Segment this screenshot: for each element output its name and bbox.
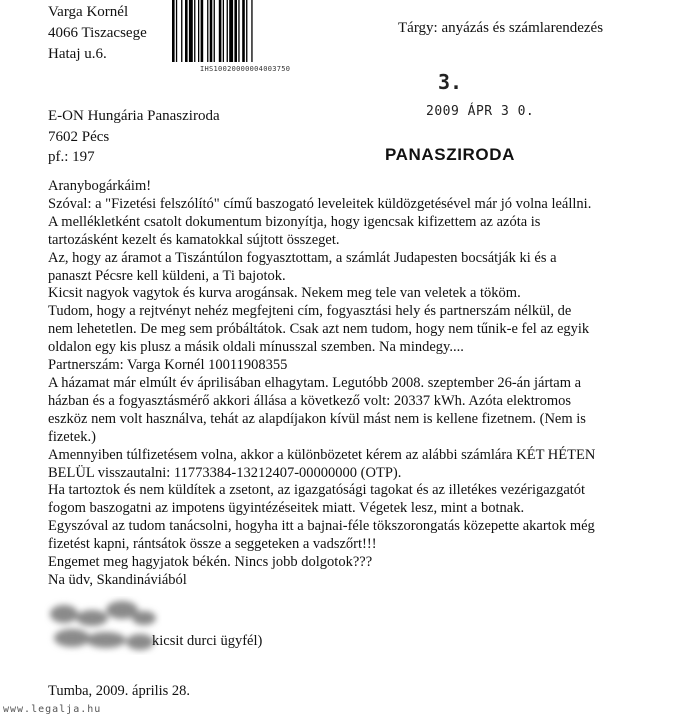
signature-caption: kicsit durci ügyfél) — [152, 633, 263, 649]
barcode-number: IHS10020000004003750 — [200, 65, 291, 73]
body-line: Na üdv, Skandináviából — [48, 571, 187, 588]
body-line: nem lehetetlen. De meg sem próbáltátok. Csak azt nem tudom, hogy nem tűnik-e fel az egyik — [48, 321, 590, 338]
sender-address — [48, 2, 147, 65]
department-stamp: PANASZIRODA — [385, 145, 516, 164]
body-line: Tudom, hogy a rejtvényt nehéz megfejteni cím, fogyasztási hely és partnerszám nélkül, de — [48, 303, 572, 320]
body-line: eszköz nem volt használva, tehát az alapdíjakon kívül mást nem is kellene fizetnem. (Nem is — [48, 410, 586, 427]
body-line: tartozásként kezelt és kamatokkal sújtott összeget. — [48, 231, 340, 248]
body-line: A mellékletként csatolt dokumentum bizonyítja, hogy igencsak kifizettem az azóta is — [48, 213, 541, 230]
body-line: házban és a fogyasztásmérő akkori állása a következő volt: 20337 kWh. Azóta elektromos — [48, 392, 572, 409]
letter-body — [48, 178, 628, 590]
recipient-city: 7602 Pécs — [48, 128, 110, 145]
body-line: Szóval: a "Fizetési felszólító" című baszogató leveleitek küldözgetésével már jó volna leállni. — [48, 195, 592, 212]
body-line: panaszt Pécsre kell küldeni, a Ti bajotok. — [48, 267, 286, 284]
body-line: Partnerszám: Varga Kornél 10011908355 — [48, 357, 288, 374]
sender-address-line-2: Hataj u.6. — [48, 46, 107, 62]
body-line: Amennyiben túlfizetésem volna, akkor a különbözetet kérem az alábbi számlára KÉT HÉTEN — [48, 446, 596, 463]
body-line: oldalon egy kis plusz a másik oldali mínusszal szemben. Na mindegy.... — [48, 339, 464, 356]
stamp-number: 3. — [438, 70, 463, 94]
recipient-po-box: pf.: 197 — [48, 149, 95, 165]
body-line: Aranybogárkáim! — [48, 178, 152, 194]
body-line: Engemet meg hagyjatok békén. Nincs jobb dolgotok??? — [48, 554, 373, 571]
body-line: Az, hogy az áramot a Tiszántúlon fogyasztottam, a számlát Judapesten bocsátják ki és a — [48, 249, 557, 266]
watermark: www.legalja.hu — [3, 704, 102, 715]
body-line: Ha tartoztok és nem küldítek a zsetont, az igazgatósági tagokat és az illetékes vezérigazgatót — [48, 482, 586, 499]
body-line: A házamat már elmúlt év áprilisában elhagytam. Legutóbb 2008. szeptember 26-án jártam a — [48, 374, 582, 391]
body-line: BELÜL visszautalni: 11773384-13212407-00000000 (OTP). — [48, 464, 402, 481]
body-line: fogom baszogatni az impotens ügyintézéseitek miatt. Végetek lesz, mint a botnak. — [48, 500, 525, 517]
recipient-address — [48, 106, 220, 168]
stamp-date: 2009 ÁPR 3 0. — [426, 104, 535, 119]
place-and-date: Tumba, 2009. április 28. — [48, 683, 191, 699]
letter-subject: Tárgy: anyázás és számlarendezés — [398, 20, 604, 36]
body-line: Kicsit nagyok vagytok és kurva arogánsak. Nekem meg tele van veletek a tököm. — [48, 285, 521, 302]
blurred-signature — [44, 596, 162, 658]
body-line: Egyszóval az tudom tanácsolni, hogyha itt a bajnai-féle tökszorongatás közepette akartok még — [48, 518, 595, 535]
body-line: fizetek.) — [48, 428, 96, 445]
barcode — [170, 0, 278, 62]
recipient-name: E-ON Hungária Panasziroda — [48, 108, 220, 124]
sender-name: Varga Kornél — [48, 4, 129, 20]
sender-address-line-1: 4066 Tiszacsege — [48, 25, 147, 41]
body-line: fizetést kapni, rántsátok össze a seggeteken a vadszőrt!!! — [48, 536, 377, 553]
